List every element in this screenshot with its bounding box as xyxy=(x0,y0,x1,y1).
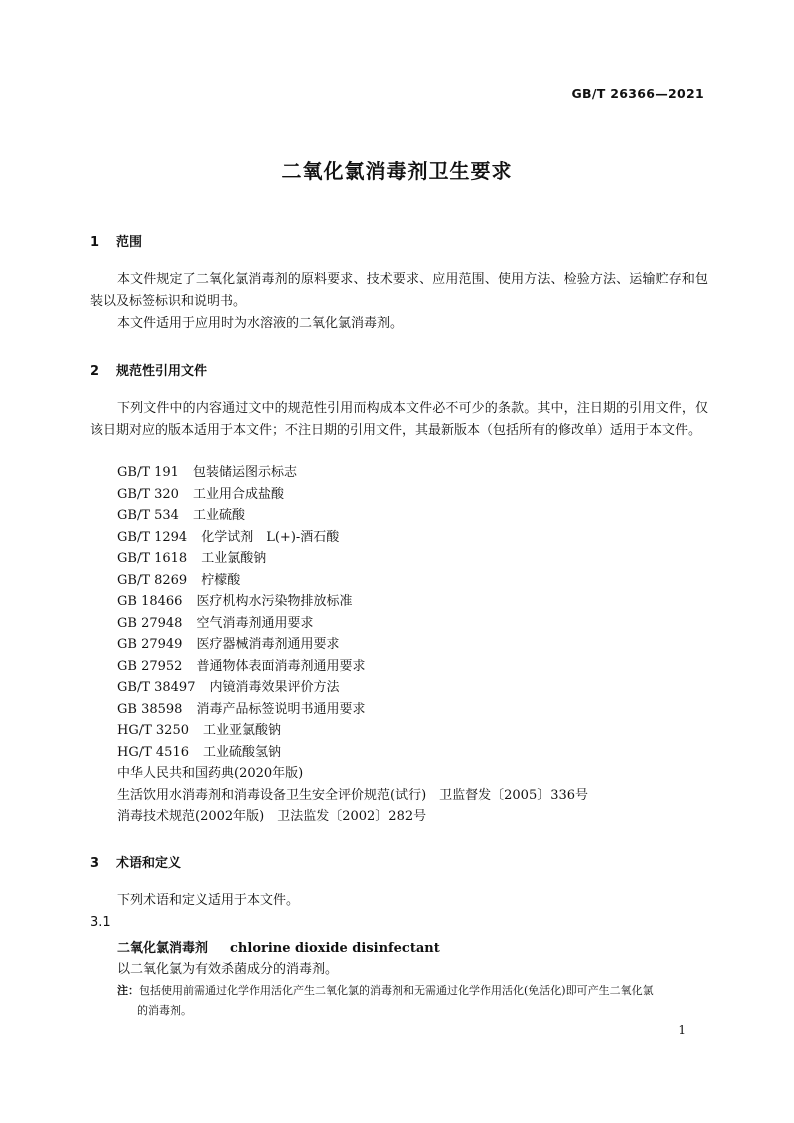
section-title: 术语和定义 xyxy=(116,856,182,871)
page-number: 1 xyxy=(678,1023,686,1037)
reference-item xyxy=(117,677,588,699)
standard-code: GB/T 26366—2021 xyxy=(571,86,704,101)
reference-code: GB 27952 xyxy=(117,658,183,674)
term-chinese: 二氧化氯消毒剂 xyxy=(117,941,209,956)
reference-item xyxy=(117,634,588,656)
section-1-heading xyxy=(90,231,142,250)
reference-title: 普通物体表面消毒剂通用要求 xyxy=(196,658,366,674)
reference-title: 工业氯酸钠 xyxy=(201,551,267,566)
reference-code: HG/T 4516 xyxy=(117,744,189,760)
reference-title: 工业硫酸氢钠 xyxy=(203,744,282,760)
term-english: chlorine dioxide disinfectant xyxy=(230,941,440,956)
reference-title: 工业亚氯酸钠 xyxy=(203,723,282,738)
section-title: 范围 xyxy=(116,235,143,250)
reference-item xyxy=(117,699,588,721)
reference-code: GB 38598 xyxy=(117,701,183,717)
reference-code: GB/T 8269 xyxy=(117,572,188,588)
term-note xyxy=(117,981,707,1021)
reference-item xyxy=(117,742,588,764)
section-3-heading xyxy=(90,852,181,871)
reference-item xyxy=(117,548,588,570)
document-title: 二氧化氯消毒剂卫生要求 xyxy=(281,159,513,183)
reference-title: 生活饮用水消毒剂和消毒设备卫生安全评价规范(试行) 卫监督发〔2005〕336号 xyxy=(117,787,589,803)
reference-code: GB/T 534 xyxy=(117,508,179,523)
scope-paragraph-2: 本文件适用于应用时为水溶液的二氧化氯消毒剂。 xyxy=(117,316,404,331)
reference-item xyxy=(117,570,588,592)
reference-title: 工业硫酸 xyxy=(192,508,245,523)
note-label: 注： xyxy=(117,984,139,997)
section-2-heading xyxy=(90,360,207,379)
reference-code: GB 27948 xyxy=(117,615,183,631)
reference-code: GB 18466 xyxy=(117,594,183,609)
reference-title: 工业用合成盐酸 xyxy=(192,486,284,502)
reference-item xyxy=(117,613,588,635)
reference-item xyxy=(117,806,588,828)
reference-title: 医疗器械消毒剂通用要求 xyxy=(196,637,340,652)
reference-code: HG/T 3250 xyxy=(117,723,189,738)
note-text-line-2: 的消毒剂。 xyxy=(137,1004,192,1017)
reference-list xyxy=(117,462,588,828)
reference-code: GB/T 1618 xyxy=(117,551,188,566)
reference-item xyxy=(117,720,588,742)
reference-title: 消毒技术规范(2002年版) 卫法监发〔2002〕282号 xyxy=(117,809,427,824)
reference-title: 柠檬酸 xyxy=(201,572,241,588)
reference-item xyxy=(117,785,588,807)
reference-item xyxy=(117,763,588,785)
reference-title: 包装储运图示标志 xyxy=(192,465,297,480)
reference-title: 消毒产品标签说明书通用要求 xyxy=(196,701,366,717)
scope-paragraph-1: 本文件规定了二氧化氯消毒剂的原料要求、技术要求、应用范围、使用方法、检验方法、运输贮存和包装以及标签标识和说明书。 xyxy=(90,272,708,309)
section-title: 规范性引用文件 xyxy=(116,364,208,379)
reference-code: GB/T 191 xyxy=(117,465,179,480)
section-number: 1 xyxy=(90,235,100,250)
reference-code: GB/T 320 xyxy=(117,486,179,502)
reference-code: GB 27949 xyxy=(117,637,183,652)
term-definition: 以二氧化氯为有效杀菌成分的消毒剂。 xyxy=(117,962,339,977)
section-number: 3 xyxy=(90,856,100,871)
reference-item xyxy=(117,462,588,484)
reference-title: 中华人民共和国药典(2020年版) xyxy=(117,766,304,781)
normative-intro: 下列文件中的内容通过文中的规范性引用而构成本文件必不可少的条款。其中，注日期的引用文件，仅该日期对应的版本适用于本文件；不注日期的引用文件，其最新版本（包括所有的修改单）适用于本文件。 xyxy=(90,401,708,438)
reference-code: GB/T 1294 xyxy=(117,529,188,545)
terms-intro: 下列术语和定义适用于本文件。 xyxy=(117,893,300,908)
reference-title: 内镜消毒效果评价方法 xyxy=(209,680,340,695)
reference-item xyxy=(117,656,588,678)
clause-number: 3.1 xyxy=(90,915,111,930)
reference-item xyxy=(117,505,588,527)
term-entry xyxy=(117,937,440,956)
section-number: 2 xyxy=(90,364,100,379)
reference-title: 医疗机构水污染物排放标准 xyxy=(196,594,353,609)
note-text-line-1: 包括使用前需通过化学作用活化产生二氧化氯的消毒剂和无需通过化学作用活化(免活化)即可产生二氧化氯 xyxy=(139,984,654,997)
reference-item xyxy=(117,484,588,506)
reference-code: GB/T 38497 xyxy=(117,680,196,695)
reference-title: 化学试剂 L(+)-酒石酸 xyxy=(201,529,340,545)
reference-item xyxy=(117,591,588,613)
reference-item xyxy=(117,527,588,549)
reference-title: 空气消毒剂通用要求 xyxy=(196,615,314,631)
